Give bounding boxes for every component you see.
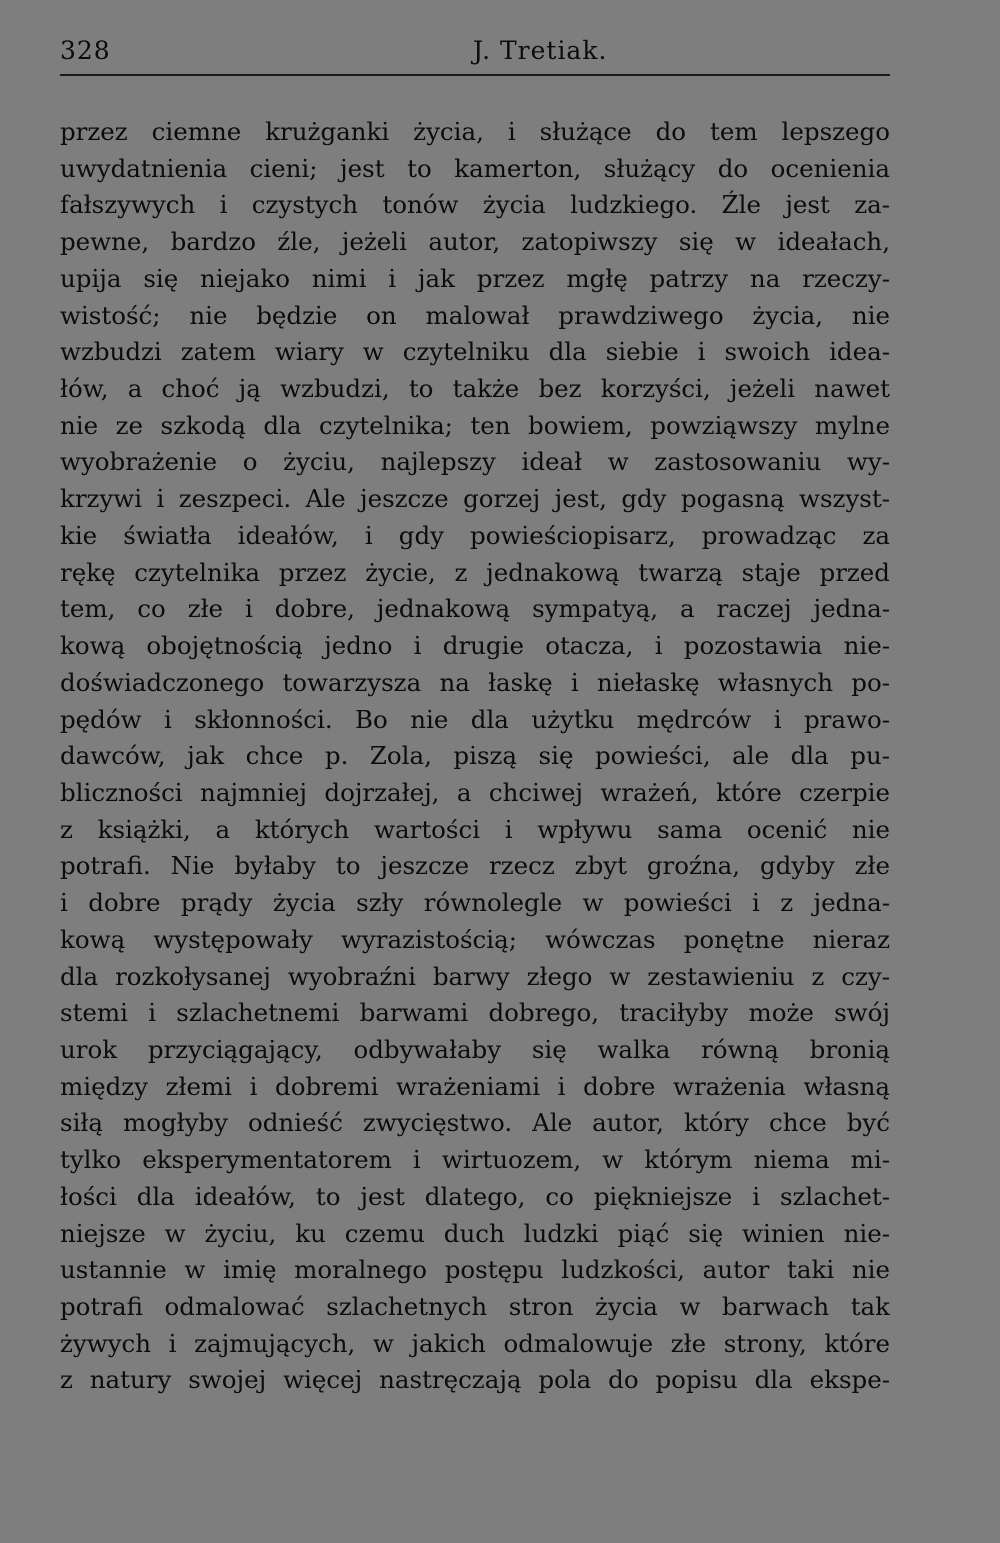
text-line: łów, a choć ją wzbudzi, to także bez korzyści, jeżeli nawet xyxy=(60,374,890,404)
text-line: stemi i szlachetnemi barwami dobrego, traciłyby może swój xyxy=(60,998,890,1028)
text-line: doświadczonego towarzysza na łaskę i niełaskę własnych po- xyxy=(60,667,890,697)
text-line: krzywi i zeszpeci. Ale jeszcze gorzej jest, gdy pogasną wszyst- xyxy=(60,484,890,514)
text-line: przez ciemne krużganki życia, i służące do tem lepszego xyxy=(60,117,890,146)
text-line: z książki, a których wartości i wpływu sama ocenić nie xyxy=(60,814,890,844)
text-line: nie ze szkodą dla czytelnika; ten bowiem, powziąwszy mylne xyxy=(60,410,890,440)
text-line: siłą mogłyby odnieść zwycięstwo. Ale autor, który chce być xyxy=(60,1108,890,1138)
text-line: ustannie w imię moralnego postępu ludzkości, autor taki nie xyxy=(60,1255,890,1285)
running-title: J. Tretiak. xyxy=(473,36,608,65)
text-line: żywych i zajmujących, w jakich odmalowuje złe strony, które xyxy=(60,1328,890,1358)
text-line: kową obojętnością jedno i drugie otacza, i pozostawia nie- xyxy=(60,631,890,661)
text-line: potrafi odmalować szlachetnych stron życia w barwach tak xyxy=(60,1292,890,1321)
text-line: pędów i skłonności. Bo nie dla użytku mędrców i prawo- xyxy=(60,704,890,734)
text-line: między złemi i dobremi wrażeniami i dobre wrażenia własną xyxy=(60,1071,890,1101)
header-rule xyxy=(60,74,890,76)
text-line: kową występowały wyrazistością; wówczas ponętne nieraz xyxy=(60,924,890,954)
text-line: kie światła ideałów, i gdy powieściopisarz, prowadząc za xyxy=(60,520,890,550)
text-line: i dobre prądy życia szły równolegle w powieści i z jedna- xyxy=(60,888,890,918)
text-line: upija się niejako nimi i jak przez mgłę patrzy na rzeczy- xyxy=(60,263,890,293)
text-line: rękę czytelnika przez życie, z jednakową twarzą staje przed xyxy=(60,557,890,587)
text-line: urok przyciągający, odbywałaby się walka równą bronią xyxy=(60,1034,890,1064)
page-number: 328 xyxy=(60,36,111,65)
text-line: dla rozkołysanej wyobraźni barwy złego w zestawieniu z czy- xyxy=(60,961,890,991)
text-line: niejsze w życiu, ku czemu duch ludzki piąć się winien nie- xyxy=(60,1218,890,1248)
text-line: tylko eksperymentatorem i wirtuozem, w którym niema mi- xyxy=(60,1145,890,1175)
text-line: z natury swojej więcej nastręczają pola do popisu dla ekspe- xyxy=(60,1365,890,1395)
text-line: łości dla ideałów, to jest dlatego, co piękniejsze i szlachet- xyxy=(60,1181,890,1211)
text-line: pewne, bardzo źle, jeżeli autor, zatopiwszy się w ideałach, xyxy=(60,227,890,257)
text-line: wyobrażenie o życiu, najlepszy ideał w zastosowaniu wy- xyxy=(60,447,890,477)
text-line: tem, co złe i dobre, jednakową sympatyą, a raczej jedna- xyxy=(60,594,890,624)
running-head xyxy=(60,36,890,72)
text-line: bliczności najmniej dojrzałej, a chciwej wrażeń, które czerpie xyxy=(60,777,890,807)
text-line: dawców, jak chce p. Zola, piszą się powieści, ale dla pu- xyxy=(60,741,890,771)
text-line: uwydatnienia cieni; jest to kamerton, służący do ocenienia xyxy=(60,153,890,183)
text-line: wzbudzi zatem wiary w czytelniku dla siebie i swoich idea- xyxy=(60,337,890,367)
text-line: potrafi. Nie byłaby to jeszcze rzecz zbyt groźna, gdyby złe xyxy=(60,851,890,881)
body-text xyxy=(60,114,890,1399)
text-line: fałszywych i czystych tonów życia ludzkiego. Źle jest za- xyxy=(60,190,890,220)
text-line: wistość; nie będzie on malował prawdziwego życia, nie xyxy=(60,300,890,330)
